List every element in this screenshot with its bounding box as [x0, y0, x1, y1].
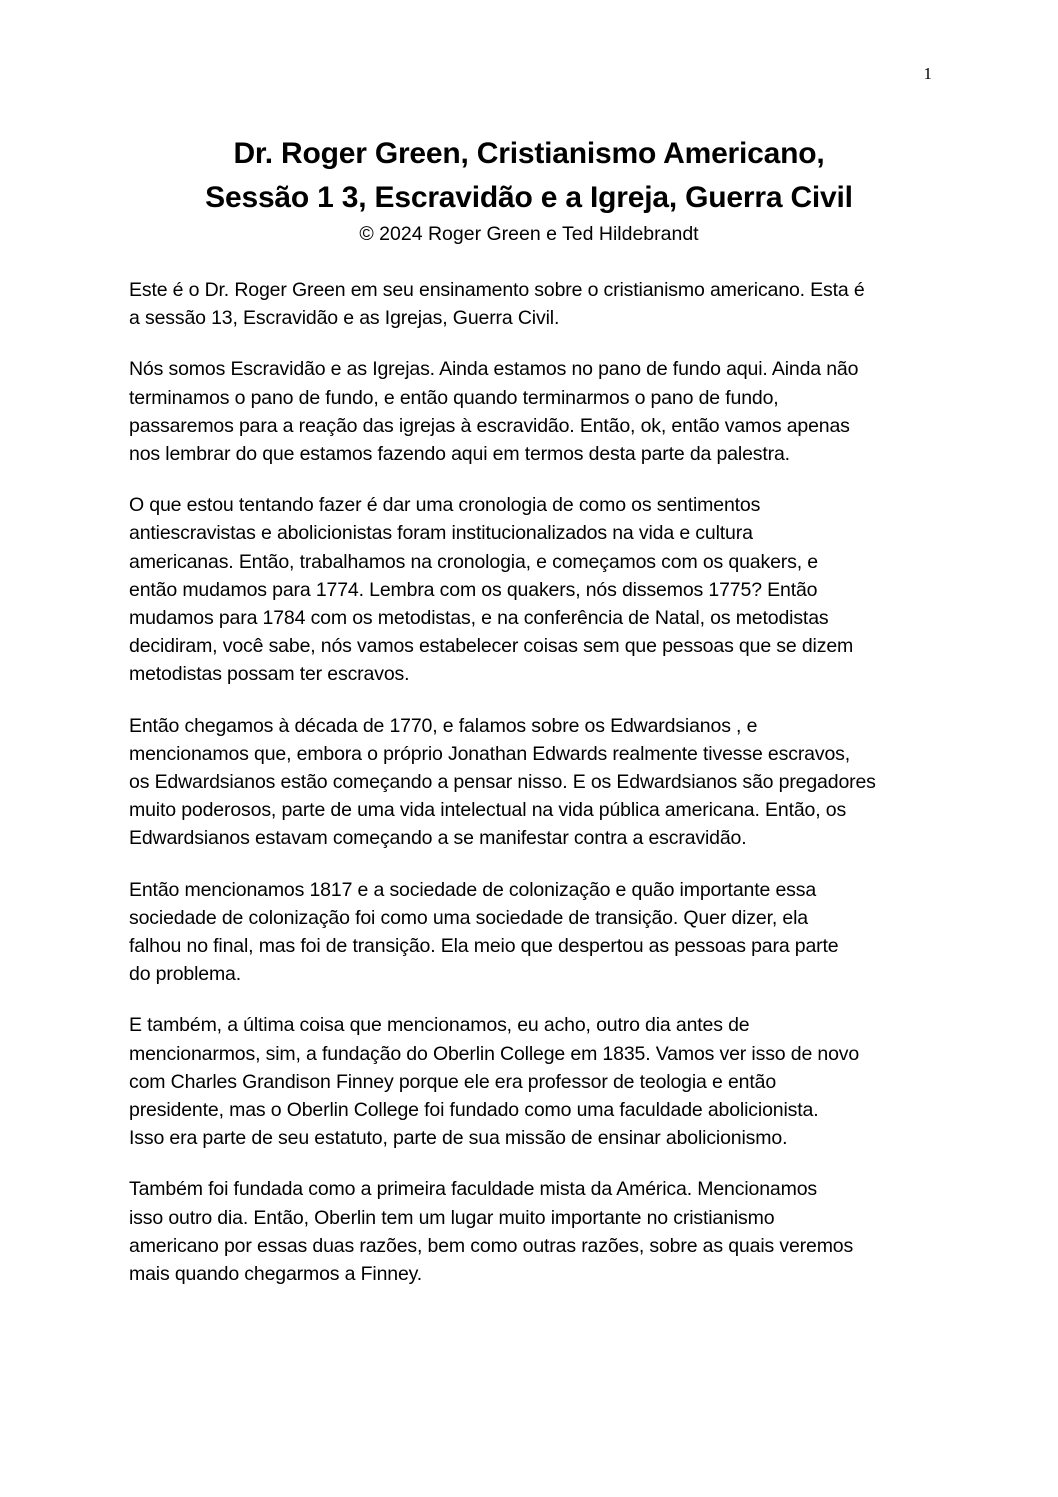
paragraph-line: E também, a última coisa que mencionamos, eu acho, outro dia antes de [129, 1014, 750, 1037]
paragraph-line: com Charles Grandison Finney porque ele era professor de teologia e então [129, 1070, 777, 1093]
paragraph-line: mencionarmos, sim, a fundação do Oberlin College em 1835. Vamos ver isso de novo [129, 1042, 860, 1065]
paragraph-line: Nós somos Escravidão e as Igrejas. Ainda estamos no pano de fundo aqui. Ainda não [129, 358, 859, 381]
paragraph [129, 1011, 941, 1152]
paragraph-line: mais quando chegarmos a Finney. [129, 1263, 423, 1286]
paragraph-line: antiescravistas e abolicionistas foram institucionalizados na vida e cultura [129, 522, 753, 545]
paragraph [129, 355, 941, 468]
paragraph-line: metodistas possam ter escravos. [129, 663, 410, 686]
paragraph-line: a sessão 13, Escravidão e as Igrejas, Guerra Civil. [129, 307, 560, 330]
paragraph-line: Edwardsianos estavam começando a se manifestar contra a escravidão. [129, 827, 747, 850]
paragraph-line: do problema. [129, 963, 242, 986]
paragraph-line: muito poderosos, parte de uma vida intelectual na vida pública americana. Então, os [129, 799, 847, 822]
paragraph [129, 876, 941, 989]
paragraph-line: decidiram, você sabe, nós vamos estabelecer coisas sem que pessoas que se dizem [129, 635, 854, 658]
paragraph [129, 1175, 941, 1288]
paragraph-line: mudamos para 1784 com os metodistas, e na conferência de Natal, os metodistas [129, 607, 829, 630]
copyright-notice: © 2024 Roger Green e Ted Hildebrandt [359, 223, 699, 245]
paragraph [129, 276, 941, 332]
paragraph-line: Então chegamos à década de 1770, e falamos sobre os Edwardsianos , e [129, 714, 758, 737]
paragraph-line: então mudamos para 1774. Lembra com os quakers, nós dissemos 1775? Então [129, 578, 818, 601]
paragraph-line: sociedade de colonização foi como uma sociedade de transição. Quer dizer, ela [129, 906, 808, 929]
paragraph-line: americano por essas duas razões, bem como outras razões, sobre as quais veremos [129, 1234, 854, 1257]
paragraph-line: falhou no final, mas foi de transição. Ela meio que despertou as pessoas para parte [129, 935, 839, 958]
paragraph-line: presidente, mas o Oberlin College foi fundado como uma faculdade abolicionista. [129, 1099, 819, 1122]
document-body [129, 276, 941, 1311]
paragraph [129, 712, 941, 853]
paragraph-line: Este é o Dr. Roger Green em seu ensinamento sobre o cristianismo americano. Esta é [129, 279, 865, 301]
title-line-2: Sessão 1 3, Escravidão e a Igreja, Guerra Civil [205, 181, 853, 214]
paragraph [129, 491, 941, 688]
page-number: 1 [923, 64, 932, 83]
paragraph-line: isso outro dia. Então, Oberlin tem um lugar muito importante no cristianismo [129, 1206, 775, 1229]
paragraph-line: os Edwardsianos estão começando a pensar nisso. E os Edwardsianos são pregadores [129, 771, 876, 794]
paragraph-line: Então mencionamos 1817 e a sociedade de colonização e quão importante essa [129, 878, 817, 901]
paragraph-line: americanas. Então, trabalhamos na cronologia, e começamos com os quakers, e [129, 550, 818, 573]
paragraph-line: mencionamos que, embora o próprio Jonathan Edwards realmente tivesse escravos, [129, 742, 851, 765]
document-header [60, 132, 998, 248]
paragraph-line: O que estou tentando fazer é dar uma cronologia de como os sentimentos [129, 494, 761, 517]
title-line-1: Dr. Roger Green, Cristianismo Americano, [233, 137, 825, 170]
paragraph-line: terminamos o pano de fundo, e então quando terminarmos o pano de fundo, [129, 386, 779, 409]
paragraph-line: Também foi fundada como a primeira faculdade mista da América. Mencionamos [129, 1178, 817, 1201]
paragraph-line: Isso era parte de seu estatuto, parte de sua missão de ensinar abolicionismo. [129, 1127, 788, 1150]
paragraph-line: nos lembrar do que estamos fazendo aqui em termos desta parte da palestra. [129, 443, 790, 466]
paragraph-line: passaremos para a reação das igrejas à escravidão. Então, ok, então vamos apenas [129, 414, 850, 437]
